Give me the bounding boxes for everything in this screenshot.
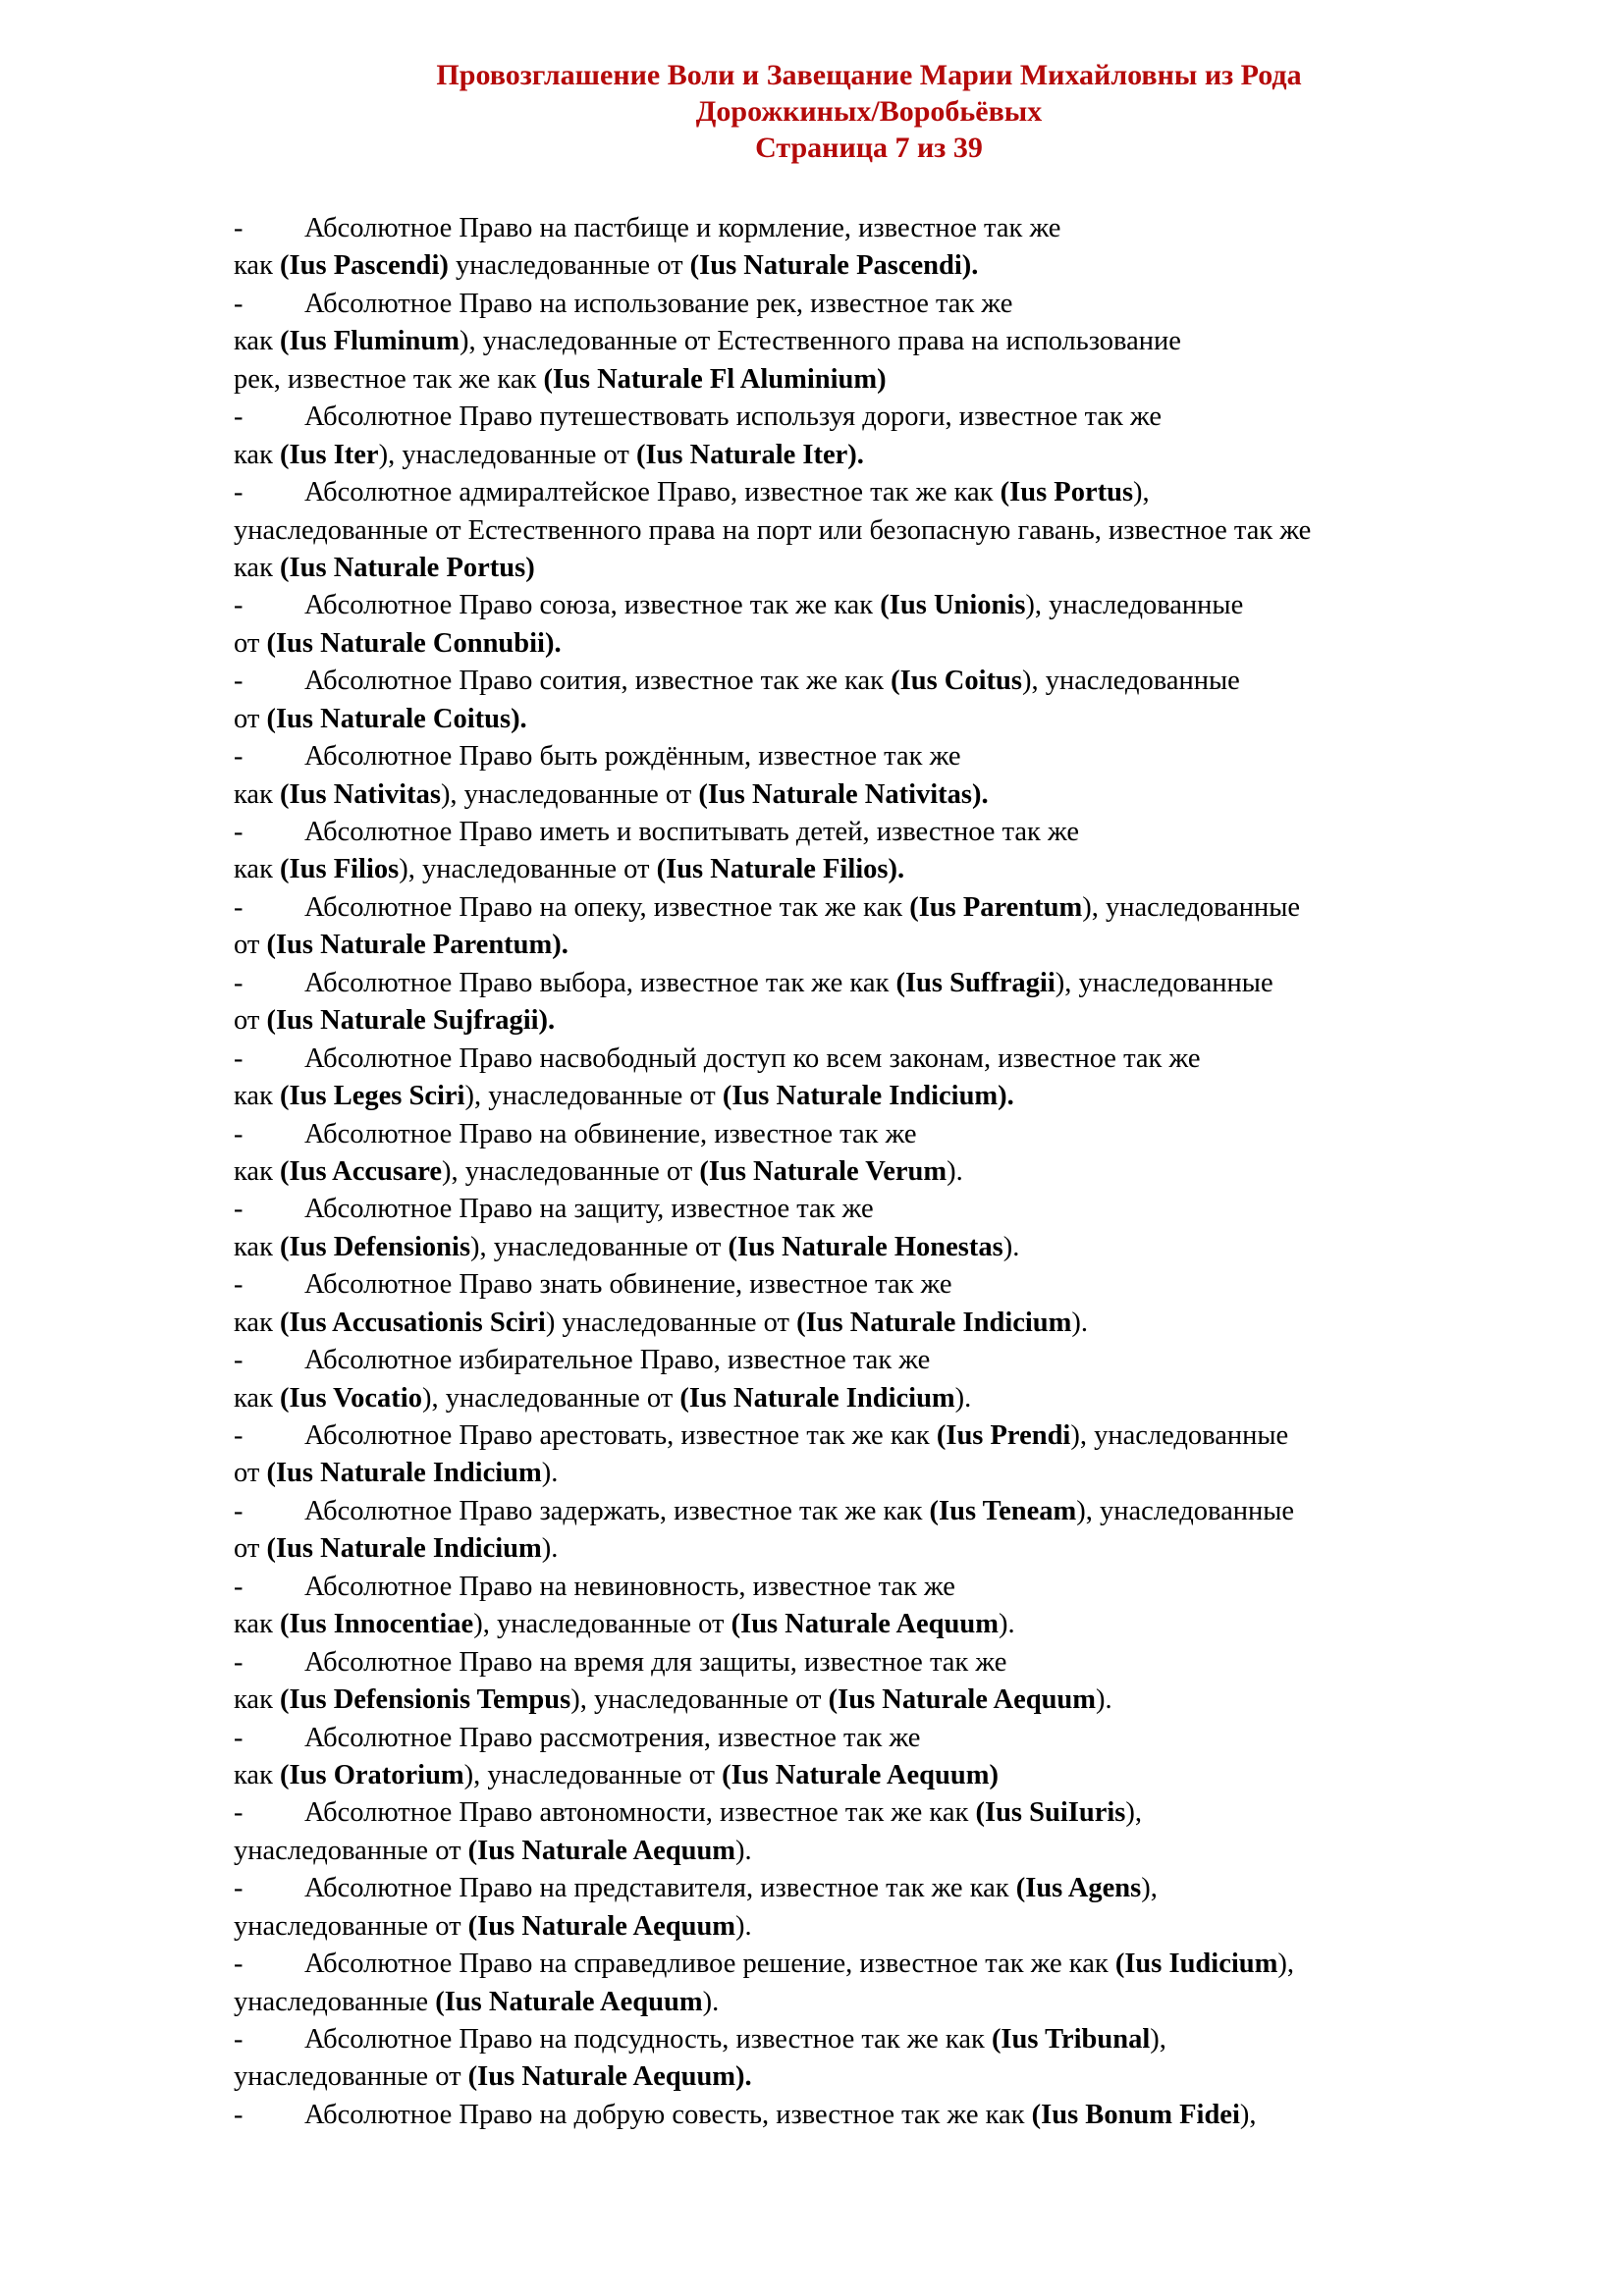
latin-term: (Ius Naturale Coitus). (266, 703, 527, 734)
list-item-first-line (234, 1644, 1530, 1682)
list-item-continuation-line (234, 701, 1530, 738)
bullet-dash: - (234, 2024, 244, 2055)
text-segment: как (234, 1307, 281, 1338)
latin-term: (Ius Parentum (909, 891, 1083, 923)
text-segment: от (234, 930, 267, 961)
list-item (234, 2021, 1530, 2097)
bullet-dash: - (234, 1495, 244, 1526)
list-item-continuation-line (234, 1305, 1530, 1342)
list-item-first-line (234, 1946, 1530, 1983)
latin-term: (Ius Bonum Fidei (1031, 2099, 1240, 2130)
text-segment: Абсолютное Право на опеку, известное так же как (304, 891, 910, 923)
list-item (234, 965, 1530, 1041)
text-segment: как (234, 1231, 281, 1262)
latin-term: (Ius Naturale Indicium (679, 1382, 955, 1414)
list-item-continuation-line (234, 1455, 1530, 1492)
latin-term: (Ius Iudicium (1114, 1949, 1278, 1980)
latin-term: (Ius Pascendi) (280, 250, 449, 282)
latin-term: (Ius Naturale Connubii). (266, 627, 562, 659)
list-item-first-line (234, 286, 1530, 323)
text-segment: Абсолютное Право насвободный доступ ко всем законам, известное так же (304, 1042, 1201, 1074)
text-segment: Абсолютное Право задержать, известное так же как (304, 1495, 930, 1526)
latin-term: (Ius Naturale Aequum). (467, 2061, 752, 2093)
text-segment: унаследованные от Естественного права на порт или безопасную гавань, известное так же (234, 514, 1312, 546)
latin-term: (Ius Coitus (891, 666, 1022, 697)
latin-term: (Ius Tribunal (991, 2024, 1151, 2055)
latin-term: (Ius Oratorium (280, 1759, 464, 1790)
text-segment: ), (1133, 477, 1150, 508)
latin-term: (Ius Innocentiae (280, 1609, 474, 1640)
rights-list (234, 210, 1530, 2134)
latin-term: (Ius Defensionis Tempus (280, 1684, 571, 1716)
latin-term: (Ius Naturale Aequum (467, 1835, 736, 1866)
list-item-continuation-line (234, 927, 1530, 964)
list-item-first-line (234, 1342, 1530, 1379)
text-segment: Абсолютное Право на добрую совесть, известное так же как (304, 2099, 1032, 2130)
latin-term: (Ius Naturale Aequum (731, 1609, 999, 1640)
text-segment: Абсолютное Право на защиту, известное так же (304, 1194, 874, 1225)
latin-term: (Ius Naturale Nativitas). (698, 778, 989, 810)
list-item (234, 889, 1530, 965)
latin-term: (Ius Naturale Aequum (467, 1910, 736, 1942)
text-segment: рек, известное так же как (234, 363, 544, 395)
header-title-line-2: Дорожкиных/Воробьёвых (695, 95, 1043, 128)
header-title-line-1: Провозглашение Воли и Завещание Марии Михайловны из Рода (436, 59, 1302, 91)
latin-term: (Ius Naturale Sujfragii). (266, 1005, 556, 1037)
list-item (234, 1493, 1530, 1569)
latin-term: (Ius Vocatio (280, 1382, 422, 1414)
text-segment: ), унаследованные от (470, 1231, 729, 1262)
text-segment: Абсолютное Право рассмотрения, известное так же (304, 1722, 921, 1753)
bullet-dash: - (234, 1873, 244, 1904)
text-segment: ). (954, 1382, 972, 1414)
text-segment: ), унаследованные от (570, 1684, 829, 1716)
text-segment: Абсолютное адмиралтейское Право, известное так же как (304, 477, 1001, 508)
bullet-dash: - (234, 2099, 244, 2130)
text-segment: ), (1239, 2099, 1257, 2130)
document-header (378, 57, 1360, 166)
text-segment: ), унаследованные от Естественного права на использование (459, 326, 1181, 357)
list-item-first-line (234, 1870, 1530, 1907)
text-segment: Абсолютное Право выбора, известное так же как (304, 967, 896, 998)
bullet-dash: - (234, 891, 244, 923)
text-segment: как (234, 778, 281, 810)
text-segment: как (234, 1684, 281, 1716)
text-segment: унаследованные от (234, 2061, 468, 2093)
latin-term: (Ius Naturale Iter). (635, 439, 864, 470)
text-segment: Абсолютное Право арестовать, известное так же как (304, 1420, 937, 1451)
latin-term: (Ius Naturale Filios). (656, 854, 905, 885)
list-item-continuation-line (234, 1606, 1530, 1643)
text-segment: ). (702, 1986, 720, 2017)
latin-term: (Ius Naturale Aequum) (722, 1759, 999, 1790)
text-segment: Абсолютное Право соития, известное так же как (304, 666, 892, 697)
text-segment: от (234, 1005, 267, 1037)
latin-term: (Ius Naturale Indicium (266, 1533, 542, 1565)
text-segment: от (234, 703, 267, 734)
text-segment: Абсолютное избирательное Право, известное так же (304, 1345, 931, 1376)
text-segment: как (234, 439, 281, 470)
text-segment: ), унаследованные (1055, 967, 1273, 998)
list-item (234, 1342, 1530, 1417)
latin-term: (Ius Defensionis (280, 1231, 471, 1262)
latin-term: (Ius Unionis (880, 590, 1026, 621)
list-item (234, 1041, 1530, 1116)
list-item (234, 738, 1530, 814)
text-segment: ), (1277, 1949, 1294, 1980)
list-item-first-line (234, 814, 1530, 851)
list-item-continuation-line (234, 247, 1530, 285)
list-item-first-line (234, 1720, 1530, 1757)
latin-term: (Ius Naturale Verum (699, 1155, 947, 1187)
latin-term: (Ius Naturale Indicium (266, 1458, 542, 1489)
list-item (234, 814, 1530, 889)
bullet-dash: - (234, 1118, 244, 1149)
bullet-dash: - (234, 288, 244, 319)
list-item (234, 1569, 1530, 1644)
latin-term: (Ius Naturale Aequum (435, 1986, 703, 2017)
list-item-first-line (234, 1417, 1530, 1455)
text-segment: Абсолютное Право на представителя, известное так же как (304, 1873, 1016, 1904)
latin-term: (Ius Naturale Honestas (728, 1231, 1003, 1262)
list-item-continuation-line (234, 851, 1530, 888)
bullet-dash: - (234, 590, 244, 621)
text-segment: ). (1002, 1231, 1020, 1262)
latin-term: (Ius Suffragii (895, 967, 1056, 998)
latin-term: (Ius Filios (280, 854, 400, 885)
list-item-first-line (234, 663, 1530, 700)
list-item-continuation-line (234, 361, 1530, 399)
text-segment: Абсолютное Право на справедливое решение, известное так же как (304, 1949, 1115, 1980)
bullet-dash: - (234, 1042, 244, 1074)
list-item (234, 2097, 1530, 2134)
text-segment: ), унаследованные (1082, 891, 1301, 923)
latin-term: (Ius Portus (1000, 477, 1134, 508)
text-segment: Абсолютное Право автономности, известное так же как (304, 1797, 976, 1829)
text-segment: ), унаследованные от (440, 778, 699, 810)
text-segment: ), унаследованные от (421, 1382, 680, 1414)
latin-term: (Ius Naturale Indicium (796, 1307, 1072, 1338)
latin-term: (Ius Teneam (929, 1495, 1077, 1526)
list-item (234, 286, 1530, 399)
list-item-first-line (234, 587, 1530, 624)
list-item-first-line (234, 210, 1530, 247)
list-item (234, 1417, 1530, 1493)
text-segment: ), (1141, 1873, 1158, 1904)
list-item-continuation-line (234, 1380, 1530, 1417)
bullet-dash: - (234, 1420, 244, 1451)
bullet-dash: - (234, 1194, 244, 1225)
text-segment: ), унаследованные (1070, 1420, 1289, 1451)
text-segment: Абсолютное Право союза, известное так же как (304, 590, 881, 621)
text-segment: ), унаследованные (1022, 666, 1240, 697)
list-item (234, 1644, 1530, 1720)
text-segment: унаследованные от (234, 1910, 468, 1942)
list-item-continuation-line (234, 1530, 1530, 1568)
text-segment: как (234, 552, 281, 583)
text-segment: Абсолютное Право на невиновность, известное так же (304, 1571, 955, 1602)
bullet-dash: - (234, 1949, 244, 1980)
bullet-dash: - (234, 477, 244, 508)
list-item-first-line (234, 399, 1530, 436)
list-item-continuation-line (234, 1229, 1530, 1266)
list-item (234, 1946, 1530, 2021)
text-segment: как (234, 1081, 281, 1112)
latin-term: (Ius Naturale Pascendi). (689, 250, 979, 282)
text-segment: ). (735, 1835, 752, 1866)
text-segment: ), унаследованные от (378, 439, 636, 470)
text-segment: ), унаследованные (1025, 590, 1244, 621)
list-item (234, 1720, 1530, 1795)
text-segment: ), унаследованные от (441, 1155, 700, 1187)
text-segment: как (234, 250, 281, 282)
text-segment: Абсолютное Право на время для защиты, известное так же (304, 1646, 1007, 1678)
text-segment: от (234, 1458, 267, 1489)
text-segment: ), унаследованные от (399, 854, 657, 885)
text-segment: как (234, 1382, 281, 1414)
text-segment: ), унаследованные (1076, 1495, 1295, 1526)
list-item-continuation-line (234, 2058, 1530, 2096)
list-item-first-line (234, 2097, 1530, 2134)
list-item-continuation-line (234, 1002, 1530, 1040)
latin-term: (Ius Naturale Fl Aluminium) (543, 363, 887, 395)
bullet-dash: - (234, 1269, 244, 1301)
list-item-first-line (234, 1191, 1530, 1228)
latin-term: (Ius Naturale Aequum (828, 1684, 1097, 1716)
text-segment: как (234, 854, 281, 885)
latin-term: (Ius Fluminum (280, 326, 460, 357)
text-segment: ), унаследованные от (463, 1759, 723, 1790)
text-segment: ). (998, 1609, 1015, 1640)
list-item (234, 1116, 1530, 1192)
list-item-first-line (234, 1116, 1530, 1153)
text-segment: Абсолютное Право путешествовать используя дороги, известное так же (304, 401, 1162, 433)
list-item-continuation-line (234, 1078, 1530, 1115)
text-segment: Абсолютное Право знать обвинение, известное так же (304, 1269, 952, 1301)
list-item-first-line (234, 1794, 1530, 1832)
list-item-continuation-line (234, 1682, 1530, 1719)
list-item-continuation-line (234, 512, 1530, 550)
text-segment: унаследованные от (448, 250, 690, 282)
text-segment: ). (541, 1533, 559, 1565)
list-item (234, 210, 1530, 286)
text-segment: ). (1071, 1307, 1089, 1338)
bullet-dash: - (234, 1345, 244, 1376)
text-segment: как (234, 1609, 281, 1640)
text-segment: ). (947, 1155, 963, 1187)
list-item-continuation-line (234, 1757, 1530, 1794)
list-item-first-line (234, 1041, 1530, 1078)
list-item-first-line (234, 2021, 1530, 2058)
text-segment: ) унаследованные от (545, 1307, 797, 1338)
list-item (234, 474, 1530, 587)
list-item-continuation-line (234, 776, 1530, 814)
text-segment: ), унаследованные от (464, 1081, 723, 1112)
text-segment: Абсолютное Право на использование рек, известное так же (304, 288, 1013, 319)
text-segment: унаследованные (234, 1986, 436, 2017)
text-segment: Абсолютное Право на пастбище и кормление, известное так же (304, 213, 1061, 243)
text-segment: как (234, 1759, 281, 1790)
page-number-label: Страница 7 из 39 (755, 132, 983, 164)
latin-term: (Ius Nativitas (280, 778, 441, 810)
bullet-dash: - (234, 666, 244, 697)
text-segment: унаследованные от (234, 1835, 468, 1866)
list-item-continuation-line (234, 437, 1530, 474)
list-item-first-line (234, 1569, 1530, 1606)
text-segment: как (234, 326, 281, 357)
bullet-dash: - (234, 1646, 244, 1678)
list-item (234, 399, 1530, 474)
text-segment: ). (735, 1910, 752, 1942)
bullet-dash: - (234, 213, 244, 243)
list-item-continuation-line (234, 323, 1530, 360)
list-item-first-line (234, 965, 1530, 1002)
text-segment: ), унаследованные от (473, 1609, 731, 1640)
list-item-continuation-line (234, 1833, 1530, 1870)
latin-term: (Ius Prendi (936, 1420, 1071, 1451)
list-item-first-line (234, 1493, 1530, 1530)
list-item (234, 1191, 1530, 1266)
text-segment: ). (1096, 1684, 1112, 1716)
latin-term: (Ius Agens (1015, 1873, 1142, 1904)
list-item-first-line (234, 738, 1530, 775)
text-segment: Абсолютное Право на обвинение, известное так же (304, 1118, 917, 1149)
list-item (234, 587, 1530, 663)
bullet-dash: - (234, 1797, 244, 1829)
text-segment: от (234, 1533, 267, 1565)
list-item-continuation-line (234, 550, 1530, 587)
list-item-continuation-line (234, 625, 1530, 663)
list-item (234, 663, 1530, 738)
latin-term: (Ius Naturale Indicium). (722, 1081, 1014, 1112)
list-item-continuation-line (234, 1153, 1530, 1191)
latin-term: (Ius Naturale Parentum). (266, 930, 568, 961)
text-segment: Абсолютное Право на подсудность, известное так же как (304, 2024, 992, 2055)
text-segment: Абсолютное Право иметь и воспитывать детей, известное так же (304, 817, 1079, 847)
bullet-dash: - (234, 401, 244, 433)
text-segment: как (234, 1155, 281, 1187)
text-segment: Абсолютное Право быть рождённым, известное так же (304, 741, 961, 773)
list-item-first-line (234, 889, 1530, 927)
list-item (234, 1794, 1530, 1870)
text-segment: ), (1150, 2024, 1166, 2055)
latin-term: (Ius Accusationis Sciri (280, 1307, 546, 1338)
list-item-first-line (234, 1266, 1530, 1304)
bullet-dash: - (234, 1571, 244, 1602)
text-segment: ), (1125, 1797, 1142, 1829)
list-item (234, 1870, 1530, 1946)
list-item-continuation-line (234, 1908, 1530, 1946)
text-segment: ). (541, 1458, 559, 1489)
latin-term: (Ius Naturale Portus) (280, 552, 535, 583)
list-item (234, 1266, 1530, 1342)
text-segment: от (234, 627, 267, 659)
latin-term: (Ius Leges Sciri (280, 1081, 465, 1112)
bullet-dash: - (234, 817, 244, 847)
bullet-dash: - (234, 1722, 244, 1753)
list-item-first-line (234, 474, 1530, 511)
latin-term: (Ius Iter (280, 439, 379, 470)
bullet-dash: - (234, 967, 244, 998)
list-item-continuation-line (234, 1984, 1530, 2021)
latin-term: (Ius Accusare (280, 1155, 442, 1187)
latin-term: (Ius SuiIuris (975, 1797, 1126, 1829)
bullet-dash: - (234, 741, 244, 773)
